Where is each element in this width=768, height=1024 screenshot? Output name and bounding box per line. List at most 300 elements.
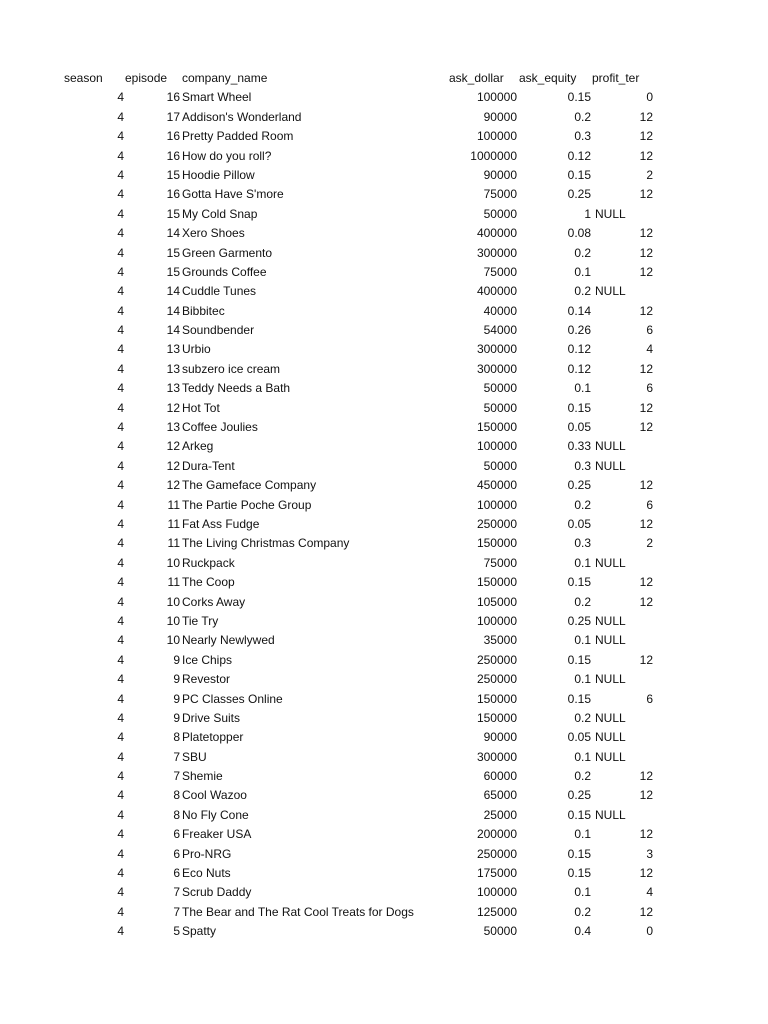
cell-season: 4 xyxy=(117,148,124,163)
cell-ask-equity: 0.15 xyxy=(567,866,591,881)
cell-ask-dollar: 75000 xyxy=(483,187,517,202)
cell-profit-ter: 2 xyxy=(646,167,653,182)
cell-episode: 6 xyxy=(173,866,180,881)
cell-ask-dollar: 200000 xyxy=(476,827,517,842)
cell-profit-ter: 12 xyxy=(639,303,653,318)
cell-episode: 12 xyxy=(166,458,180,473)
table-row xyxy=(0,263,768,282)
cell-ask-dollar: 100000 xyxy=(476,613,517,628)
cell-season: 4 xyxy=(117,420,124,435)
cell-episode: 13 xyxy=(166,361,180,376)
cell-company-name: Scrub Daddy xyxy=(182,885,252,900)
cell-season: 4 xyxy=(117,633,124,648)
table-row xyxy=(0,767,768,786)
cell-season: 4 xyxy=(117,167,124,182)
cell-profit-ter: NULL xyxy=(595,730,626,745)
cell-ask-equity: 0.05 xyxy=(567,730,591,745)
table-row xyxy=(0,631,768,650)
cell-profit-ter: 12 xyxy=(639,652,653,667)
cell-season: 4 xyxy=(117,924,124,939)
cell-company-name: Shemie xyxy=(182,769,223,784)
cell-company-name: Revestor xyxy=(182,672,231,687)
cell-company-name: Smart Wheel xyxy=(182,90,252,105)
cell-ask-dollar: 40000 xyxy=(483,303,517,318)
cell-season: 4 xyxy=(117,90,124,105)
cell-company-name: Tie Try xyxy=(182,613,219,628)
cell-company-name: Xero Shoes xyxy=(182,226,245,241)
cell-company-name: The Partie Poche Group xyxy=(182,497,312,512)
cell-episode: 15 xyxy=(166,167,180,182)
cell-ask-equity: 0.15 xyxy=(567,90,591,105)
cell-episode: 10 xyxy=(166,633,180,648)
cell-company-name: Urbio xyxy=(182,342,211,357)
table-row xyxy=(0,806,768,825)
cell-ask-dollar: 100000 xyxy=(476,129,517,144)
cell-season: 4 xyxy=(117,458,124,473)
cell-ask-dollar: 250000 xyxy=(476,846,517,861)
cell-company-name: Drive Suits xyxy=(182,710,241,725)
cell-profit-ter: 12 xyxy=(639,575,653,590)
cell-ask-dollar: 100000 xyxy=(476,439,517,454)
cell-episode: 8 xyxy=(173,788,180,803)
cell-ask-dollar: 250000 xyxy=(476,516,517,531)
table-row xyxy=(0,922,768,941)
cell-ask-dollar: 175000 xyxy=(476,866,517,881)
cell-ask-equity: 0.2 xyxy=(574,245,591,260)
table-row xyxy=(0,554,768,573)
cell-season: 4 xyxy=(117,497,124,512)
cell-episode: 11 xyxy=(167,536,180,551)
cell-company-name: Spatty xyxy=(182,924,217,939)
cell-ask-equity: 0.2 xyxy=(574,594,591,609)
cell-company-name: My Cold Snap xyxy=(182,206,258,221)
table-row xyxy=(0,166,768,185)
cell-ask-equity: 0.15 xyxy=(567,846,591,861)
cell-ask-dollar: 250000 xyxy=(476,652,517,667)
cell-ask-equity: 0.1 xyxy=(574,264,591,279)
table-row xyxy=(0,437,768,456)
header-season: season xyxy=(64,71,103,85)
table-row xyxy=(0,379,768,398)
cell-ask-equity: 0.3 xyxy=(574,536,591,551)
cell-profit-ter: 4 xyxy=(646,885,653,900)
cell-episode: 15 xyxy=(166,264,180,279)
cell-ask-dollar: 300000 xyxy=(476,361,517,376)
cell-season: 4 xyxy=(117,187,124,202)
cell-company-name: SBU xyxy=(182,749,207,764)
cell-episode: 7 xyxy=(173,749,180,764)
cell-ask-dollar: 50000 xyxy=(483,206,517,221)
cell-company-name: Arkeg xyxy=(182,439,214,454)
cell-season: 4 xyxy=(117,323,124,338)
cell-season: 4 xyxy=(117,342,124,357)
cell-episode: 12 xyxy=(166,400,180,415)
cell-ask-dollar: 50000 xyxy=(483,381,517,396)
cell-company-name: The Bear and The Rat Cool Treats for Dogs xyxy=(182,904,414,919)
header-ask-equity: ask_equity xyxy=(519,71,577,85)
cell-profit-ter: 0 xyxy=(646,90,653,105)
cell-ask-equity: 0.05 xyxy=(567,516,591,531)
table-row xyxy=(0,612,768,631)
cell-company-name: PC Classes Online xyxy=(182,691,283,706)
cell-profit-ter: 12 xyxy=(639,361,653,376)
cell-episode: 9 xyxy=(173,691,180,706)
cell-ask-dollar: 1000000 xyxy=(470,148,517,163)
cell-season: 4 xyxy=(117,594,124,609)
cell-ask-equity: 0.25 xyxy=(567,478,591,493)
cell-season: 4 xyxy=(117,885,124,900)
cell-profit-ter: 12 xyxy=(639,904,653,919)
cell-profit-ter: NULL xyxy=(595,710,626,725)
cell-season: 4 xyxy=(117,264,124,279)
cell-profit-ter: 12 xyxy=(639,788,653,803)
cell-company-name: Bibbitec xyxy=(182,303,225,318)
cell-profit-ter: 12 xyxy=(639,245,653,260)
cell-company-name: Grounds Coffee xyxy=(182,264,267,279)
cell-profit-ter: 12 xyxy=(639,226,653,241)
cell-profit-ter: 12 xyxy=(639,478,653,493)
cell-episode: 12 xyxy=(166,478,180,493)
cell-company-name: Pretty Padded Room xyxy=(182,129,294,144)
cell-ask-dollar: 100000 xyxy=(476,90,517,105)
cell-ask-equity: 0.15 xyxy=(567,167,591,182)
table-row xyxy=(0,457,768,476)
cell-ask-dollar: 300000 xyxy=(476,342,517,357)
cell-ask-equity: 0.2 xyxy=(574,497,591,512)
cell-episode: 15 xyxy=(166,206,180,221)
cell-episode: 6 xyxy=(173,827,180,842)
cell-profit-ter: NULL xyxy=(595,284,626,299)
cell-ask-dollar: 300000 xyxy=(476,749,517,764)
cell-company-name: Dura-Tent xyxy=(182,458,235,473)
cell-episode: 11 xyxy=(167,516,180,531)
cell-episode: 7 xyxy=(173,885,180,900)
cell-season: 4 xyxy=(117,710,124,725)
cell-company-name: Ice Chips xyxy=(182,652,233,667)
cell-company-name: The Gameface Company xyxy=(182,478,317,493)
cell-company-name: Coffee Joulies xyxy=(182,420,258,435)
table-row xyxy=(0,670,768,689)
cell-profit-ter: NULL xyxy=(595,749,626,764)
cell-profit-ter: 12 xyxy=(639,866,653,881)
cell-profit-ter: 12 xyxy=(639,187,653,202)
cell-ask-dollar: 150000 xyxy=(476,536,517,551)
cell-season: 4 xyxy=(117,361,124,376)
cell-ask-dollar: 150000 xyxy=(476,575,517,590)
cell-company-name: Platetopper xyxy=(182,730,244,745)
cell-company-name: Green Garmento xyxy=(182,245,273,260)
table-row xyxy=(0,476,768,495)
cell-season: 4 xyxy=(117,381,124,396)
cell-profit-ter: 12 xyxy=(639,109,653,124)
cell-profit-ter: 12 xyxy=(639,264,653,279)
header-episode: episode xyxy=(125,71,168,85)
cell-profit-ter: 0 xyxy=(646,924,653,939)
cell-season: 4 xyxy=(117,652,124,667)
cell-season: 4 xyxy=(117,226,124,241)
cell-profit-ter: NULL xyxy=(595,807,626,822)
cell-company-name: Ruckpack xyxy=(182,555,235,570)
table-row xyxy=(0,88,768,107)
cell-episode: 16 xyxy=(166,129,180,144)
cell-ask-equity: 1 xyxy=(584,206,591,221)
table-row xyxy=(0,127,768,146)
cell-profit-ter: 2 xyxy=(646,536,653,551)
cell-ask-dollar: 300000 xyxy=(476,245,517,260)
header-company-name: company_name xyxy=(182,71,268,85)
cell-profit-ter: 12 xyxy=(639,400,653,415)
cell-season: 4 xyxy=(117,303,124,318)
cell-season: 4 xyxy=(117,807,124,822)
header-ask-dollar: ask_dollar xyxy=(449,71,504,85)
cell-profit-ter: 6 xyxy=(646,691,653,706)
cell-ask-equity: 0.1 xyxy=(574,885,591,900)
table-row xyxy=(0,845,768,864)
table-row xyxy=(0,244,768,263)
cell-company-name: Teddy Needs a Bath xyxy=(182,381,291,396)
cell-company-name: Cuddle Tunes xyxy=(182,284,257,299)
cell-profit-ter: 12 xyxy=(639,516,653,531)
cell-profit-ter: 12 xyxy=(639,148,653,163)
table-row xyxy=(0,825,768,844)
cell-ask-equity: 0.15 xyxy=(567,575,591,590)
cell-ask-dollar: 90000 xyxy=(483,109,517,124)
cell-episode: 6 xyxy=(173,846,180,861)
cell-ask-equity: 0.12 xyxy=(567,148,591,163)
cell-ask-equity: 0.1 xyxy=(574,672,591,687)
cell-season: 4 xyxy=(117,613,124,628)
header-row xyxy=(0,69,768,88)
table-row xyxy=(0,651,768,670)
cell-season: 4 xyxy=(117,769,124,784)
table-row xyxy=(0,282,768,301)
cell-ask-equity: 0.14 xyxy=(567,303,591,318)
cell-ask-dollar: 25000 xyxy=(483,807,517,822)
cell-profit-ter: 3 xyxy=(646,846,653,861)
table-row xyxy=(0,573,768,592)
table-row xyxy=(0,593,768,612)
cell-profit-ter: 6 xyxy=(646,323,653,338)
cell-ask-dollar: 35000 xyxy=(483,633,517,648)
cell-ask-dollar: 50000 xyxy=(483,924,517,939)
cell-episode: 15 xyxy=(166,245,180,260)
cell-ask-dollar: 75000 xyxy=(483,555,517,570)
cell-ask-equity: 0.3 xyxy=(574,129,591,144)
cell-episode: 8 xyxy=(173,730,180,745)
cell-ask-equity: 0.15 xyxy=(567,652,591,667)
cell-ask-equity: 0.4 xyxy=(574,924,591,939)
cell-company-name: Hoodie Pillow xyxy=(182,167,255,182)
cell-ask-equity: 0.15 xyxy=(567,807,591,822)
cell-company-name: The Coop xyxy=(182,575,235,590)
cell-ask-dollar: 125000 xyxy=(476,904,517,919)
cell-season: 4 xyxy=(117,245,124,260)
cell-ask-equity: 0.2 xyxy=(574,904,591,919)
cell-company-name: subzero ice cream xyxy=(182,361,281,376)
cell-profit-ter: NULL xyxy=(595,633,626,648)
cell-ask-equity: 0.1 xyxy=(574,555,591,570)
cell-ask-dollar: 400000 xyxy=(476,226,517,241)
cell-ask-dollar: 105000 xyxy=(476,594,517,609)
cell-profit-ter: 6 xyxy=(646,497,653,512)
table-row xyxy=(0,883,768,902)
cell-ask-equity: 0.1 xyxy=(574,749,591,764)
cell-episode: 13 xyxy=(166,420,180,435)
cell-ask-equity: 0.12 xyxy=(567,361,591,376)
cell-season: 4 xyxy=(117,284,124,299)
cell-episode: 14 xyxy=(166,226,180,241)
cell-season: 4 xyxy=(117,749,124,764)
cell-season: 4 xyxy=(117,575,124,590)
cell-ask-dollar: 90000 xyxy=(483,167,517,182)
cell-season: 4 xyxy=(117,439,124,454)
cell-profit-ter: NULL xyxy=(595,439,626,454)
cell-ask-equity: 0.2 xyxy=(574,769,591,784)
cell-company-name: Pro-NRG xyxy=(182,846,232,861)
cell-episode: 16 xyxy=(166,90,180,105)
cell-ask-dollar: 75000 xyxy=(483,264,517,279)
cell-ask-dollar: 400000 xyxy=(476,284,517,299)
cell-company-name: Freaker USA xyxy=(182,827,252,842)
table-row xyxy=(0,728,768,747)
cell-ask-equity: 0.3 xyxy=(574,458,591,473)
cell-episode: 9 xyxy=(173,710,180,725)
cell-ask-equity: 0.08 xyxy=(567,226,591,241)
table-row xyxy=(0,302,768,321)
cell-ask-equity: 0.33 xyxy=(567,439,591,454)
cell-company-name: Corks Away xyxy=(182,594,246,609)
cell-company-name: Cool Wazoo xyxy=(182,788,247,803)
cell-company-name: No Fly Cone xyxy=(182,807,249,822)
cell-episode: 11 xyxy=(167,575,180,590)
table-row xyxy=(0,108,768,127)
table-row xyxy=(0,360,768,379)
cell-season: 4 xyxy=(117,904,124,919)
cell-company-name: Addison's Wonderland xyxy=(182,109,302,124)
table-row xyxy=(0,205,768,224)
cell-episode: 14 xyxy=(166,303,180,318)
cell-profit-ter: NULL xyxy=(595,672,626,687)
cell-profit-ter: 6 xyxy=(646,381,653,396)
cell-season: 4 xyxy=(117,109,124,124)
cell-season: 4 xyxy=(117,206,124,221)
cell-company-name: How do you roll? xyxy=(182,148,272,163)
cell-season: 4 xyxy=(117,691,124,706)
cell-season: 4 xyxy=(117,478,124,493)
table-row xyxy=(0,224,768,243)
table-row xyxy=(0,418,768,437)
table-row xyxy=(0,496,768,515)
cell-episode: 14 xyxy=(166,323,180,338)
cell-ask-equity: 0.1 xyxy=(574,381,591,396)
cell-company-name: Hot Tot xyxy=(182,400,220,415)
cell-season: 4 xyxy=(117,730,124,745)
cell-profit-ter: 12 xyxy=(639,769,653,784)
cell-episode: 10 xyxy=(166,613,180,628)
table-row xyxy=(0,786,768,805)
cell-profit-ter: 12 xyxy=(639,594,653,609)
cell-ask-dollar: 150000 xyxy=(476,710,517,725)
cell-ask-equity: 0.1 xyxy=(574,633,591,648)
cell-profit-ter: NULL xyxy=(595,206,626,221)
cell-ask-equity: 0.2 xyxy=(574,109,591,124)
cell-ask-equity: 0.2 xyxy=(574,284,591,299)
cell-episode: 9 xyxy=(173,652,180,667)
cell-ask-equity: 0.15 xyxy=(567,691,591,706)
cell-ask-dollar: 90000 xyxy=(483,730,517,745)
cell-profit-ter: 12 xyxy=(639,420,653,435)
cell-ask-dollar: 100000 xyxy=(476,497,517,512)
cell-season: 4 xyxy=(117,536,124,551)
data-table xyxy=(0,69,768,942)
cell-episode: 17 xyxy=(166,109,180,124)
cell-profit-ter: 4 xyxy=(646,342,653,357)
cell-episode: 7 xyxy=(173,769,180,784)
cell-ask-equity: 0.15 xyxy=(567,400,591,415)
cell-profit-ter: 12 xyxy=(639,129,653,144)
cell-ask-dollar: 250000 xyxy=(476,672,517,687)
cell-season: 4 xyxy=(117,672,124,687)
cell-episode: 13 xyxy=(166,342,180,357)
cell-ask-dollar: 450000 xyxy=(476,478,517,493)
cell-ask-equity: 0.2 xyxy=(574,710,591,725)
table-row xyxy=(0,709,768,728)
cell-ask-dollar: 50000 xyxy=(483,400,517,415)
cell-company-name: Nearly Newlywed xyxy=(182,633,275,648)
cell-episode: 16 xyxy=(166,187,180,202)
cell-episode: 9 xyxy=(173,672,180,687)
cell-company-name: Soundbender xyxy=(182,323,255,338)
cell-ask-dollar: 100000 xyxy=(476,885,517,900)
table-row xyxy=(0,340,768,359)
table-body xyxy=(0,88,768,941)
cell-ask-dollar: 50000 xyxy=(483,458,517,473)
cell-ask-dollar: 54000 xyxy=(483,323,517,338)
cell-profit-ter: NULL xyxy=(595,613,626,628)
cell-ask-equity: 0.25 xyxy=(567,613,591,628)
cell-episode: 16 xyxy=(166,148,180,163)
table-row xyxy=(0,515,768,534)
cell-ask-dollar: 65000 xyxy=(483,788,517,803)
table-row xyxy=(0,399,768,418)
cell-season: 4 xyxy=(117,788,124,803)
cell-company-name: The Living Christmas Company xyxy=(182,536,350,551)
cell-ask-equity: 0.25 xyxy=(567,788,591,803)
table-row xyxy=(0,147,768,166)
cell-episode: 5 xyxy=(173,924,180,939)
cell-company-name: Eco Nuts xyxy=(182,866,231,881)
table-row xyxy=(0,185,768,204)
cell-episode: 8 xyxy=(173,807,180,822)
table-row xyxy=(0,321,768,340)
cell-ask-equity: 0.26 xyxy=(567,323,591,338)
table-row xyxy=(0,864,768,883)
cell-ask-dollar: 150000 xyxy=(476,691,517,706)
cell-episode: 12 xyxy=(166,439,180,454)
cell-ask-equity: 0.12 xyxy=(567,342,591,357)
cell-season: 4 xyxy=(117,400,124,415)
cell-company-name: Gotta Have S'more xyxy=(182,187,284,202)
cell-profit-ter: 12 xyxy=(639,827,653,842)
table-row xyxy=(0,903,768,922)
cell-season: 4 xyxy=(117,516,124,531)
cell-ask-equity: 0.05 xyxy=(567,420,591,435)
cell-ask-equity: 0.25 xyxy=(567,187,591,202)
header-profit-ter: profit_ter xyxy=(592,71,640,85)
cell-season: 4 xyxy=(117,866,124,881)
cell-episode: 14 xyxy=(166,284,180,299)
cell-episode: 10 xyxy=(166,594,180,609)
